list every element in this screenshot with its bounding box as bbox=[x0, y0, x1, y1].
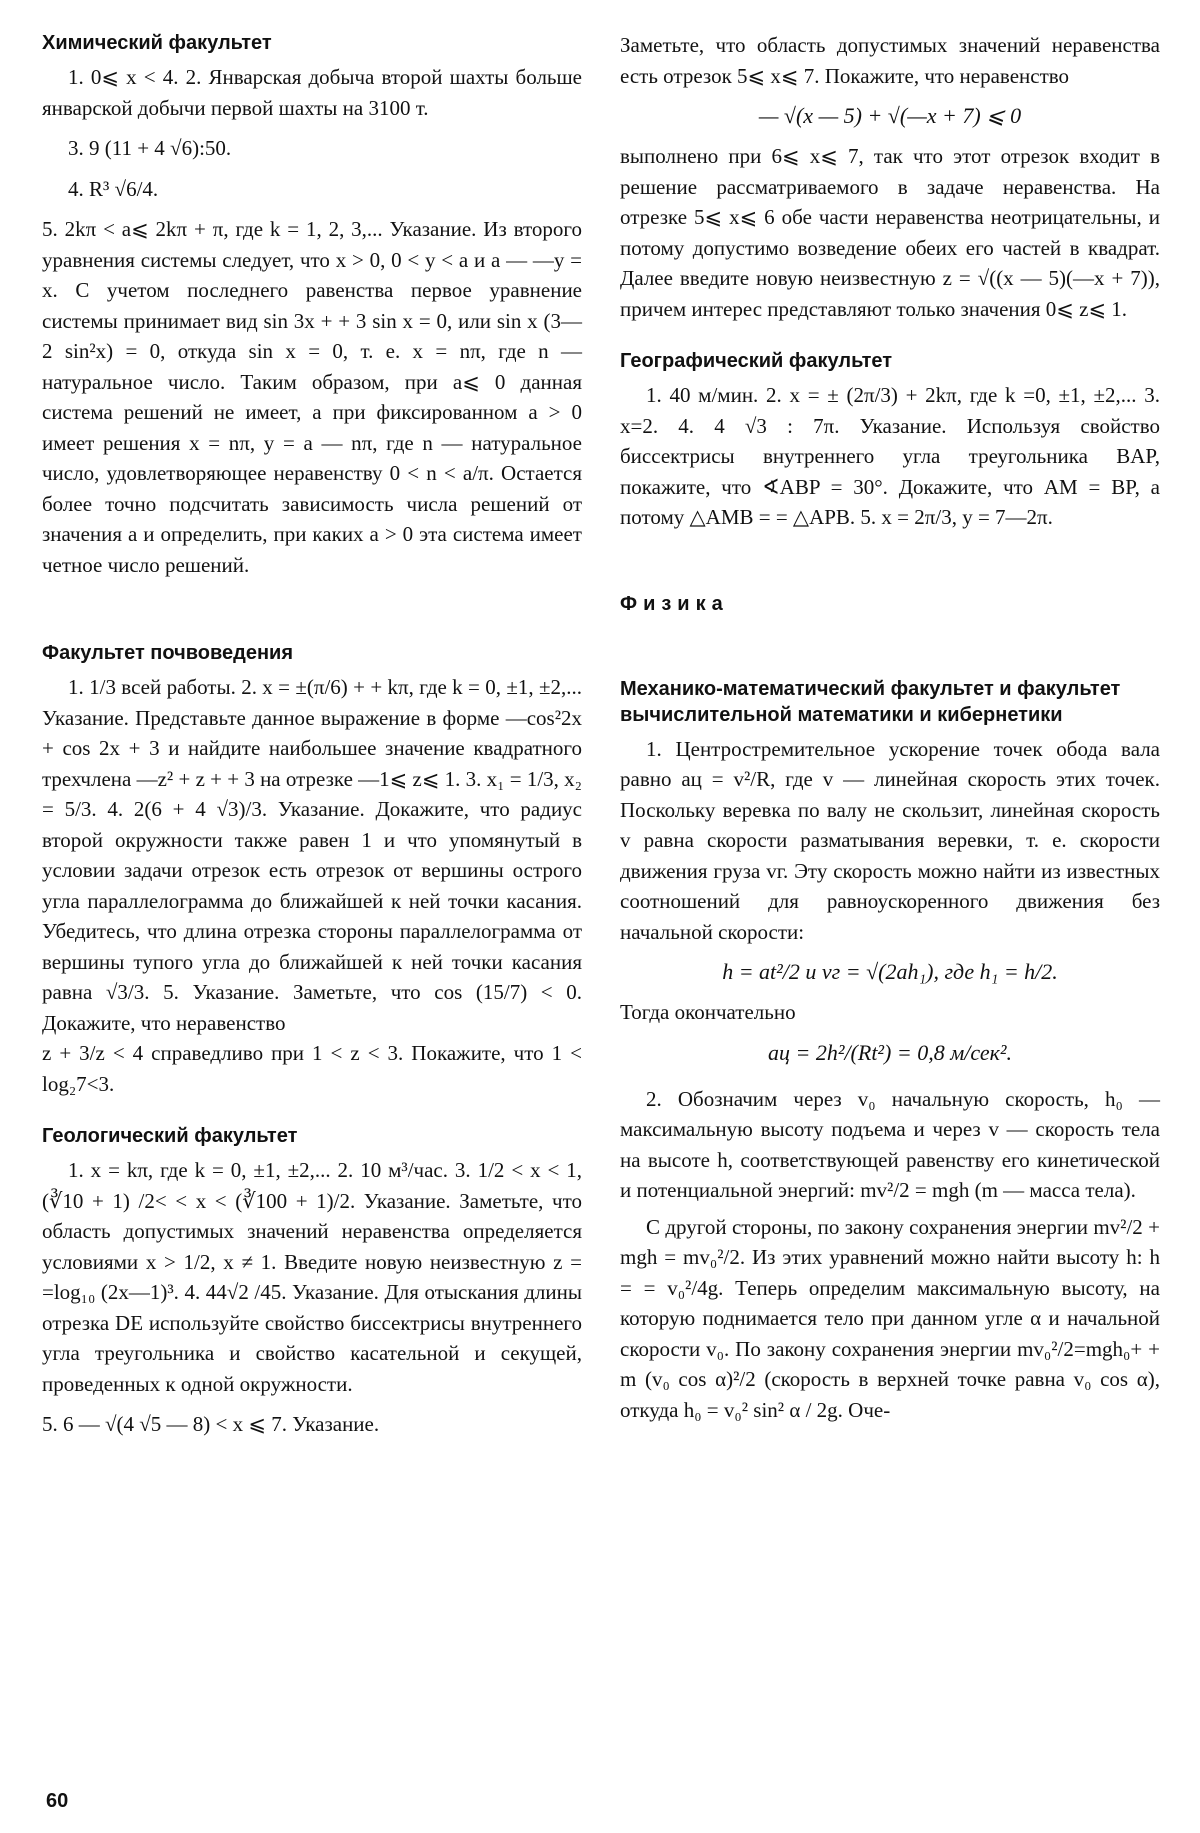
paragraph: выполнено при 6⩽ x⩽ 7, так что этот отрезок входит в решение рассматриваемого в задаче неравенства. На отрезке 5⩽ x⩽ 6 обе части неравенства неотрицательны, и потому допустимо возведение обеих его частей в квадрат. Далее введите новую неизвестную z = √((x — 5)(—x + 7)), причем интерес представляют только значения 0⩽ z⩽ 1. bbox=[620, 144, 1160, 321]
section-title: Факультет почвоведения bbox=[42, 642, 293, 664]
paragraph: 1. 40 м/мин. 2. x = ± (2π/3) + 2kπ, где k =0, ±1, ±2,... 3. x=2. 4. 4 √3 : 7π. Указание. Используя свойство биссектрисы внутреннего угла треугольника BAP, покажите, что ∢ABP = 30°. Докажите, что AM = BP, а потому △AMB = = △APB. 5. x = 2π/3, y = 7—2π. bbox=[620, 383, 1160, 529]
geology-section bbox=[42, 1123, 582, 1440]
paragraph: 1. x = kπ, где k = 0, ±1, ±2,... 2. 10 м³/час. 3. 1/2 < x < 1, (∛10 + 1) /2< < x < (∛100 + 1)/2. Указание. Заметьте, что область допустимых значений неравенства определяется условиями x > 1/2, x ≠ 1. Введите новую неизвестную z = =log₁₀ (2x—1)³. 4. 44√2 /45. Указание. Для отыскания длины отрезка DE используйте свойство биссектрисы внутреннего угла треугольника и свойство касательной и секущей, проведенных к одной окружности. bbox=[42, 1158, 582, 1396]
section-title: Химический факультет bbox=[42, 32, 272, 54]
paragraph: Заметьте, что область допустимых значений неравенства есть отрезок 5⩽ x⩽ 7. Покажите, что неравенство bbox=[620, 33, 1160, 88]
paragraph: 5. 6 — √(4 √5 — 8) < x ⩽ 7. Указание. bbox=[42, 1412, 380, 1436]
formula: — √(x — 5) + √(—x + 7) ⩽ 0 bbox=[758, 103, 1022, 128]
section-title: Геологический факультет bbox=[42, 1125, 298, 1147]
paragraph: 2. Обозначим через v₀ начальную скорость, h₀ — максимальную высоту подъема и через v — скорость тела на высоте h, соответствующей равенству его кинетической и потенциальной энергий: mv²/2 = mgh (m — масса тела). bbox=[620, 1086, 1160, 1202]
paragraph: z + 3/z < 4 справедливо при 1 < z < 3. Покажите, что 1 < log₂7<3. bbox=[42, 1041, 582, 1096]
page-number: 60 bbox=[46, 1790, 69, 1812]
paragraph: 1. 0⩽ x < 4. 2. Январская добыча второй шахты больше январской добычи первой шахты на 3100 т. bbox=[42, 65, 582, 120]
paragraph: С другой стороны, по закону сохранения энергии mv²/2 + mgh = mv₀²/2. Из этих уравнений можно найти высоту h: h = = v₀²/4g. Теперь определим максимальную высоту, на которую поднимается тело при данном угле α и начальной скорости v₀. По закону сохранения энергии mv₀²/2=mgh₀+ + m (v₀ cos α)²/2 (скорость в верхней точке равна v₀ cos α), откуда h₀ = v₀² sin² α / 2g. Оче- bbox=[620, 1214, 1160, 1422]
paragraph: 1. 1/3 всей работы. 2. x = ±(π/6) + + kπ, где k = 0, ±1, ±2,... Указание. Представьте данное выражение в форме —cos²2x + cos 2x + 3 и найдите наибольшее значение квадратного трехчлена —z² + z + + 3 на отрезке —1⩽ z⩽ 1. 3. x₁ = 1/3, x₂ = 5/3. 4. 2(6 + 4 √3)/3. Указание. Докажите, что радиус второй окружности также равен 1 и что упомянутый в условии задачи отрезок есть отрезок от вершины острого угла параллелограмма до ближайшей к ней точки касания. Убедитесь, что длина отрезка стороны параллелограмма от вершины тупого угла до ближайшей к ней точки касания равна √3/3. 5. Указание. Заметьте, что cos (15/7) < 0. Докажите, что неравенство bbox=[42, 675, 582, 1035]
geology-continued bbox=[620, 30, 1160, 324]
section-title: Механико-математический факультет и факультет вычислительной математики и кибернетики bbox=[620, 677, 1121, 726]
right-column bbox=[620, 30, 1160, 1425]
left-column bbox=[42, 30, 582, 1440]
soil-section bbox=[42, 640, 582, 1099]
geography-section bbox=[620, 348, 1160, 533]
mechmath-section bbox=[620, 676, 1160, 1426]
physics-heading: Физика bbox=[620, 592, 729, 615]
formula: aц = 2h²/(Rt²) = 0,8 м/сек². bbox=[768, 1039, 1012, 1065]
paragraph: Тогда окончательно bbox=[620, 1000, 796, 1024]
paragraph: 5. 2kπ < a⩽ 2kπ + π, где k = 1, 2, 3,... Указание. Из второго уравнения системы следует, что x > 0, 0 < y < a и a — —y = x. С учетом последнего равенства первое уравнение системы принимает вид sin 3x + + 3 sin x = 0, или sin x (3—2 sin²x) = 0, откуда sin x = 0, т. е. x = nπ, где n — натуральное число. Таким образом, при a⩽ 0 данная система решений не имеет, а при фиксированном a > 0 имеет решения x = nπ, y = a — nπ, где n — натуральное число, удовлетворяющее неравенству 0 < n < a/π. Остается более точно подсчитать зависимость числа решений от значения a и определить, при каких a > 0 эта система имеет четное число решений. bbox=[42, 217, 582, 577]
chemistry-section bbox=[42, 30, 582, 580]
section-title: Географический факультет bbox=[620, 350, 893, 372]
paragraph: 3. 9 (11 + 4 √6):50. bbox=[68, 136, 232, 160]
paragraph: 4. R³ √6/4. bbox=[68, 176, 159, 201]
paragraph: 1. Центростремительное ускорение точек обода вала равно aц = v²/R, где v — линейная скорость этих точек. Поскольку веревка по валу не скользит, линейная скорость v равна скорости разматывания веревки, т. е. скорости движения груза vг. Эту скорость можно найти из известных соотношений для равноускоренного движения без начальной скорости: bbox=[620, 736, 1160, 944]
formula: h = at²/2 и vг = √(2ah₁), где h₁ = h/2. bbox=[722, 959, 1058, 984]
